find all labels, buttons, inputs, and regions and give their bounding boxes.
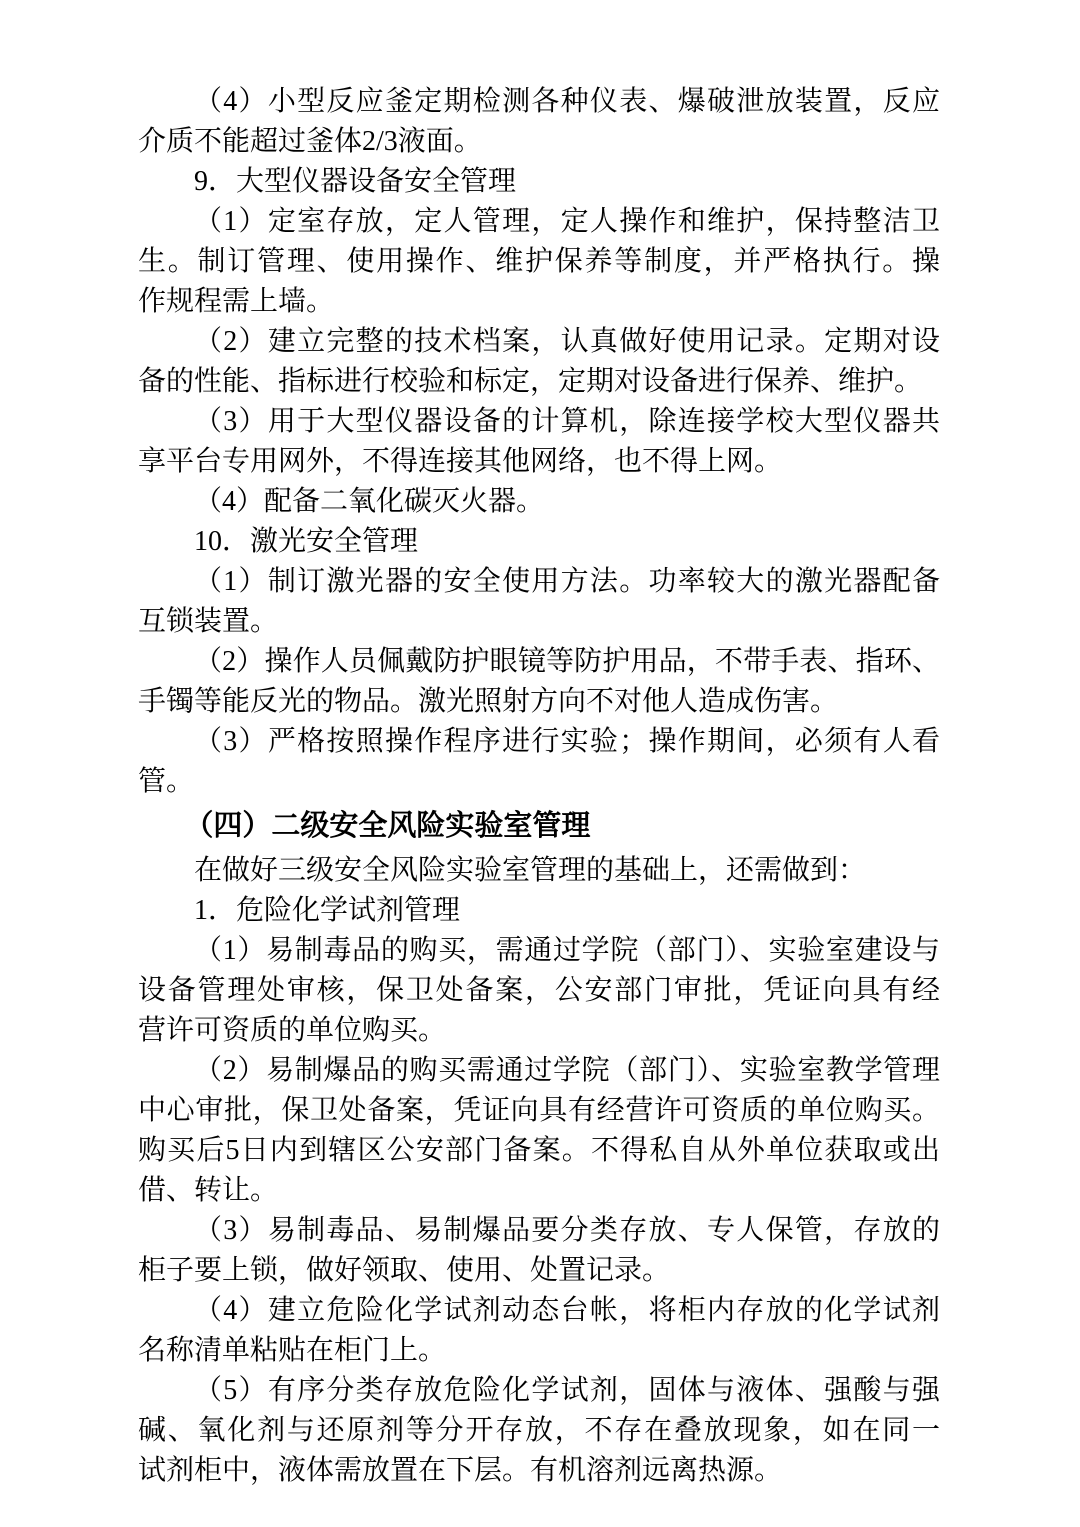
text-line: 10．激光安全管理 xyxy=(194,526,419,557)
text-line: 介质不能超过釜体2/3液面。 xyxy=(138,126,482,157)
text-line: （3）严格按照操作程序进行实验；操作期间，必须有人看 xyxy=(194,726,940,757)
text-line: 柜子要上锁，做好领取、使用、处置记录。 xyxy=(138,1255,671,1286)
text-line: （2）易制爆品的购买需通过学院（部门）、实验室教学管理 xyxy=(194,1055,940,1086)
text-line: （3）易制毒品、易制爆品要分类存放、专人保管，存放的 xyxy=(194,1215,940,1246)
paragraph xyxy=(138,482,940,522)
text-line: （2）操作人员佩戴防护眼镜等防护用品，不带手表、指环、 xyxy=(194,646,940,677)
text-line: 管。 xyxy=(138,766,195,797)
text-line: 互锁装置。 xyxy=(138,606,279,637)
text-line: 备的性能、指标进行校验和标定，定期对设备进行保养、维护。 xyxy=(138,366,923,397)
text-line: （3）用于大型仪器设备的计算机，除连接学校大型仪器共 xyxy=(194,406,940,437)
text-line: 借、转让。 xyxy=(138,1175,279,1206)
paragraph xyxy=(138,1371,940,1491)
document-body xyxy=(138,82,940,1491)
text-line: （4）建立危险化学试剂动态台帐，将柜内存放的化学试剂 xyxy=(194,1295,940,1326)
paragraph xyxy=(138,402,940,482)
paragraph xyxy=(138,562,940,642)
text-line: （5）有序分类存放危险化学试剂，固体与液体、强酸与强 xyxy=(194,1375,940,1406)
text-line: 生。制订管理、使用操作、维护保养等制度，并严格执行。操 xyxy=(138,246,940,277)
paragraph xyxy=(138,931,940,1051)
text-line: 试剂柜中，液体需放置在下层。有机溶剂远离热源。 xyxy=(138,1455,783,1486)
text-line: 作规程需上墙。 xyxy=(138,286,335,317)
text-line: 在做好三级安全风险实验室管理的基础上，还需做到： xyxy=(194,855,867,886)
paragraph xyxy=(138,891,940,931)
text-line: 9．大型仪器设备安全管理 xyxy=(194,166,517,197)
text-line: 名称清单粘贴在柜门上。 xyxy=(138,1335,447,1366)
text-line: （4）小型反应釜定期检测各种仪表、爆破泄放装置，反应 xyxy=(194,86,940,117)
text-line: 1．危险化学试剂管理 xyxy=(194,895,461,926)
paragraph xyxy=(138,1051,940,1211)
paragraph xyxy=(138,642,940,722)
text-line: （1）易制毒品的购买，需通过学院（部门）、实验室建设与 xyxy=(194,935,940,966)
paragraph xyxy=(138,322,940,402)
paragraph xyxy=(138,82,940,162)
paragraph xyxy=(138,851,940,891)
text-line: 中心审批，保卫处备案，凭证向具有经营许可资质的单位购买。 xyxy=(138,1095,940,1126)
text-line: （1）制订激光器的安全使用方法。功率较大的激光器配备 xyxy=(194,566,940,597)
text-line: 享平台专用网外，不得连接其他网络，也不得上网。 xyxy=(138,446,783,477)
section-heading-text: （四）二级安全风险实验室管理 xyxy=(184,810,591,842)
paragraph xyxy=(138,522,940,562)
paragraph xyxy=(138,1211,940,1291)
text-line: 手镯等能反光的物品。激光照射方向不对他人造成伤害。 xyxy=(138,686,839,717)
section-heading xyxy=(138,806,940,846)
paragraph xyxy=(138,162,940,202)
text-line: （1）定室存放，定人管理，定人操作和维护，保持整洁卫 xyxy=(194,206,940,237)
paragraph xyxy=(138,202,940,322)
text-line: 碱、氧化剂与还原剂等分开存放，不存在叠放现象，如在同一 xyxy=(138,1415,940,1446)
text-line: 营许可资质的单位购买。 xyxy=(138,1015,447,1046)
paragraph xyxy=(138,1291,940,1371)
text-line: 设备管理处审核，保卫处备案，公安部门审批，凭证向具有经 xyxy=(138,975,940,1006)
text-line: （2）建立完整的技术档案，认真做好使用记录。定期对设 xyxy=(194,326,940,357)
paragraph xyxy=(138,722,940,802)
text-line: （4）配备二氧化碳灭火器。 xyxy=(194,486,545,517)
text-line: 购买后5日内到辖区公安部门备案。不得私自从外单位获取或出 xyxy=(138,1135,940,1166)
